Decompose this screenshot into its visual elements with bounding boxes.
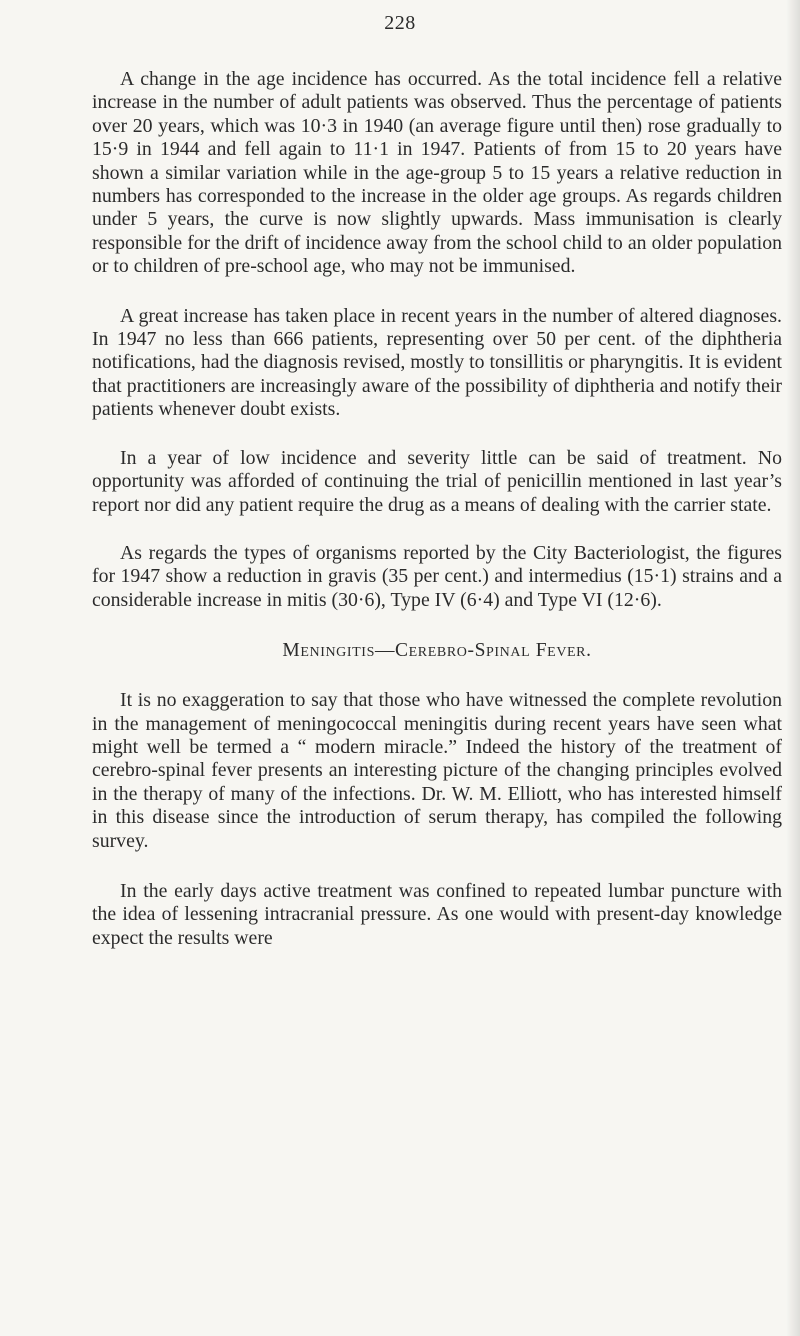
page-number: 228 (384, 12, 416, 34)
paragraph-altered-diagnoses: A great increase has taken place in recent years in the number of altered diagnoses. In 1947 no less than 666 patients, representing over 50 per cent. of the diphtheria notifications, had the diagnosis revised, mostly to tonsillitis or pharyngitis. It is evident that practitioners are increasingly aware of the possibility of diphtheria and notify their patients whenever doubt exists. (92, 304, 782, 421)
paragraph-age-incidence: A change in the age incidence has occurred. As the total incidence fell a relative increase in the number of adult patients was observed. Thus the percentage of patients over 20 years, which was 10·3 in 1940 (an average figure until then) rose gradually to 15·9 in 1944 and fell again to 11·1 in 1947. Patients of from 15 to 20 years have shown a similar variation while in the age-group 5 to 15 years a relative reduction in numbers has corresponded to the increase in the older age groups. As regards children under 5 years, the curve is now slightly upwards. Mass immunisation is clearly responsible for the drift of incidence away from the school child to an older population or to children of pre-school age, who may not be immunised. (92, 68, 782, 278)
page-edge-shadow (786, 0, 800, 1336)
section-heading: Meningitis—Cerebro-Spinal Fever. (282, 640, 592, 662)
page-body (92, 68, 782, 950)
paragraph-organism-types: As regards the types of organisms reported by the City Bacteriologist, the figures for 1947 show a reduction in gravis (35 per cent.) and intermedius (15·1) strains and a considerable increase in mitis (30·6), Type IV (6·4) and Type VI (12·6). (92, 541, 782, 611)
paragraph-meningitis-revolution: It is no exaggeration to say that those who have witnessed the complete revolution in the management of meningococcal meningitis during recent years have seen what might well be termed a “ modern miracle.” Indeed the history of the treatment of cerebro-spinal fever presents an interesting picture of the changing principles evolved in the therapy of many of the infections. Dr. W. M. Elliott, who has interested himself in this disease since the introduction of serum therapy, has compiled the following survey. (92, 689, 782, 852)
paragraph-early-treatment: In the early days active treatment was confined to repeated lumbar puncture with the idea of lessening intracranial pressure. As one would with present-day knowledge expect the results were (92, 879, 782, 949)
paragraph-treatment: In a year of low incidence and severity little can be said of treatment. No opportunity was afforded of continuing the trial of penicillin mentioned in last year’s report nor did any patient require the drug as a means of dealing with the carrier state. (92, 446, 782, 516)
